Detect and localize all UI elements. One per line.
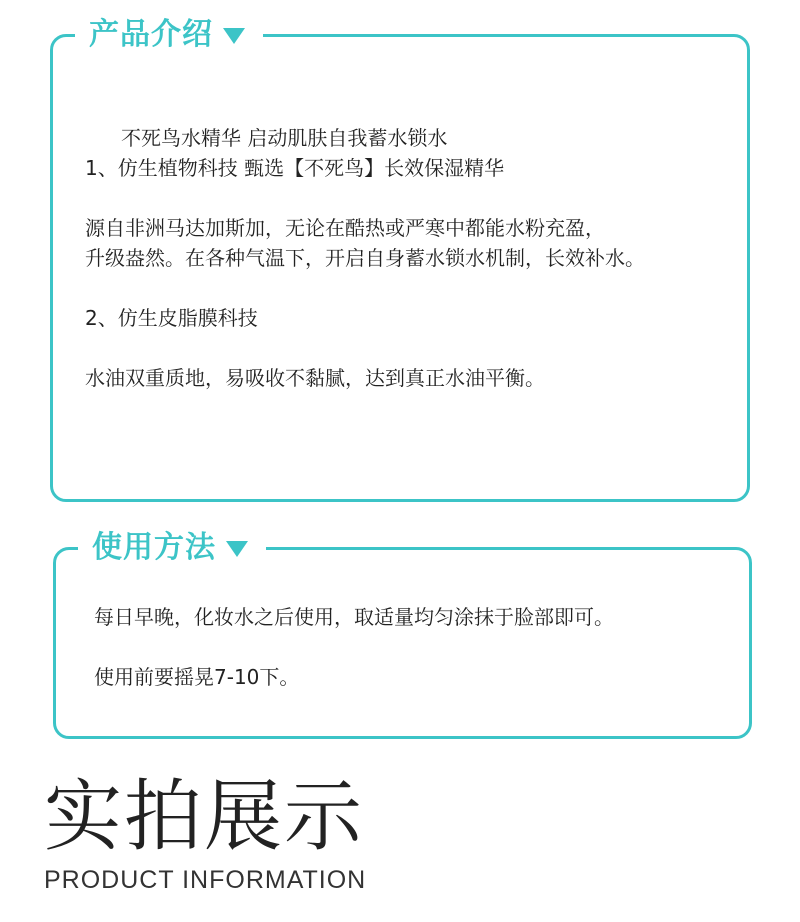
intro-line: 2、仿生皮脂膜科技 xyxy=(85,306,258,330)
section-title: 实拍展示 xyxy=(44,772,365,862)
section-heading xyxy=(44,772,366,895)
product-intro-card xyxy=(50,17,750,502)
triangle-down-icon xyxy=(223,28,245,44)
usage-body xyxy=(94,602,739,692)
triangle-down-icon xyxy=(226,541,248,557)
intro-line: 1、仿生植物科技 甄选【不死鸟】长效保湿精华 xyxy=(85,156,505,180)
intro-line: 升级盎然。在各种气温下，开启自身蓄水锁水机制，长效补水。 xyxy=(85,246,645,270)
usage-title: 使用方法 xyxy=(92,530,216,565)
intro-line: 水油双重质地，易吸收不黏腻，达到真正水油平衡。 xyxy=(85,366,545,390)
product-intro-title: 产品介绍 xyxy=(89,17,213,52)
product-intro-body xyxy=(85,123,737,393)
intro-line: 源自非洲马达加斯加，无论在酷热或严寒中都能水粉充盈， xyxy=(85,216,605,240)
intro-line: 不死鸟水精华 启动肌肤自我蓄水锁水 xyxy=(121,126,448,150)
usage-header xyxy=(78,528,266,568)
usage-line: 每日早晚，化妆水之后使用，取适量均匀涂抹于脸部即可。 xyxy=(94,605,614,629)
usage-card xyxy=(53,530,752,739)
section-subtitle: PRODUCT INFORMATION xyxy=(44,866,367,894)
product-intro-header xyxy=(75,15,263,55)
usage-line: 使用前要摇晃7-10下。 xyxy=(94,665,300,689)
